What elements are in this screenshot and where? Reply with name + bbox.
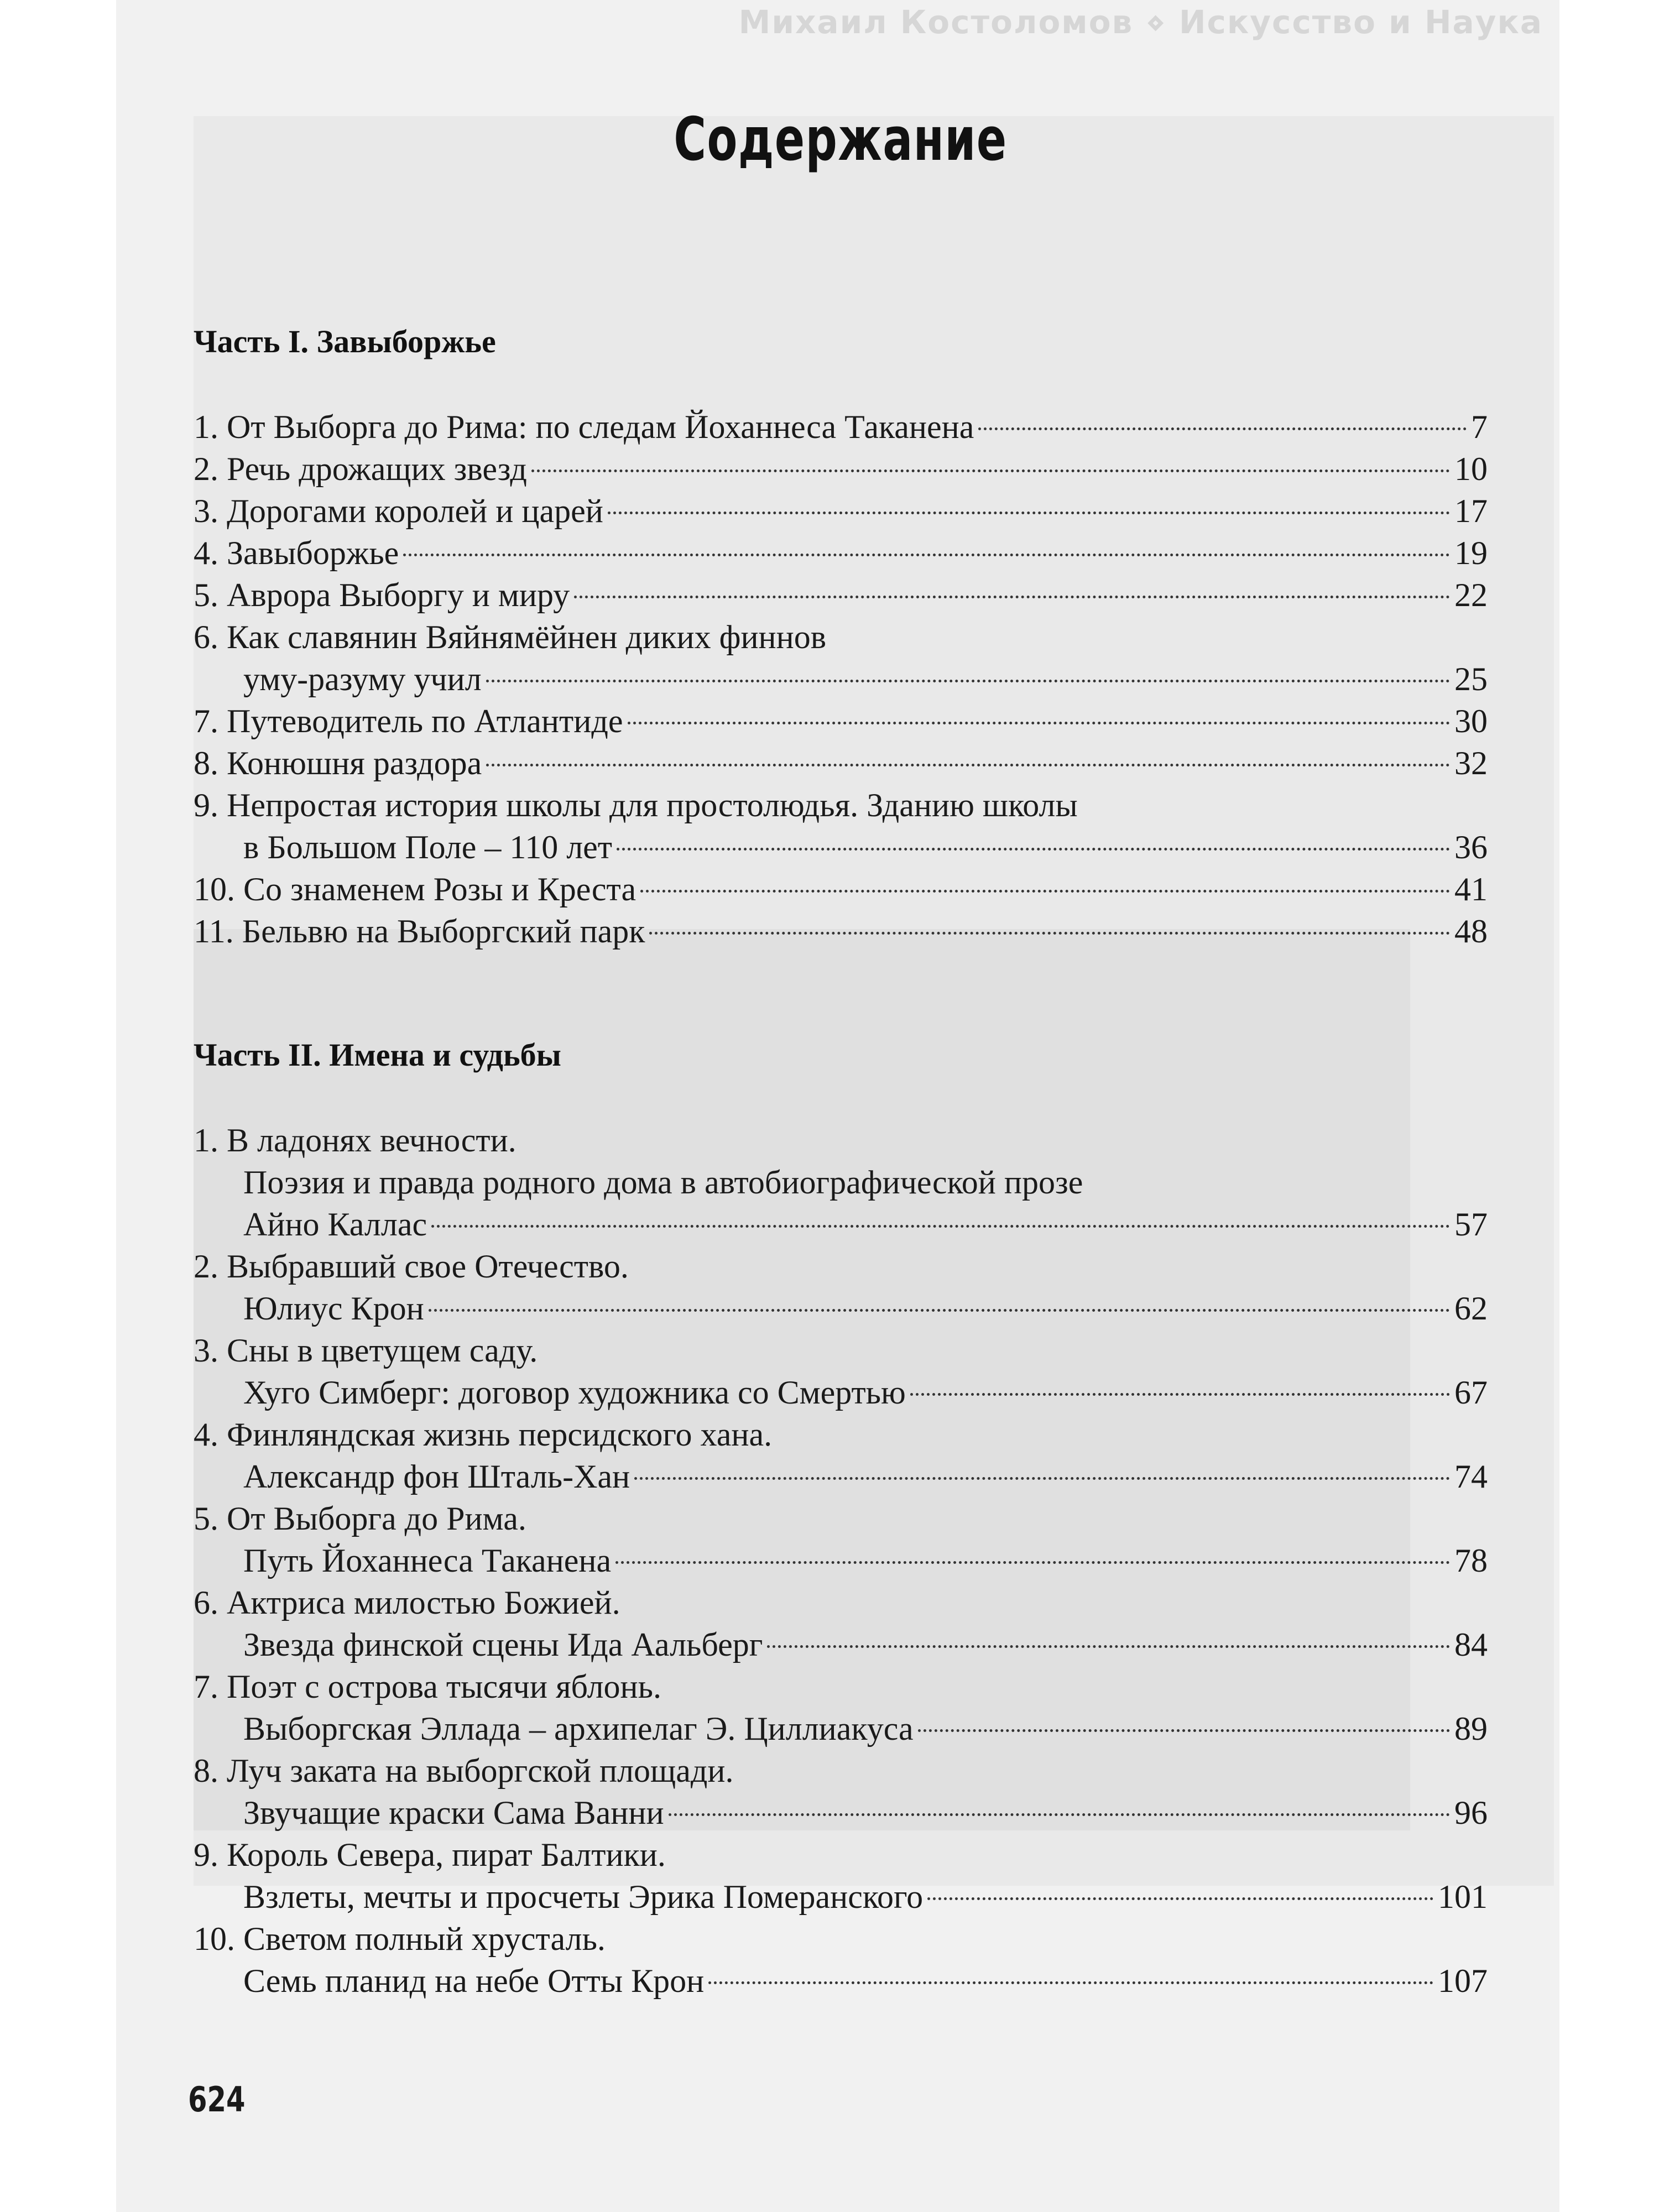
toc-entry-text: 4. Завыборжье bbox=[194, 535, 399, 571]
toc-entry bbox=[194, 406, 1488, 448]
dot-leader bbox=[429, 1309, 1450, 1312]
toc-entry-last-line bbox=[194, 1371, 1488, 1413]
dot-leader bbox=[615, 1561, 1450, 1564]
dot-leader bbox=[431, 1225, 1450, 1228]
toc-page-number: 48 bbox=[1454, 913, 1488, 950]
toc-entry bbox=[194, 1666, 1488, 1750]
toc-entry bbox=[194, 784, 1488, 868]
toc-entry bbox=[194, 490, 1488, 532]
toc-entry-text: 6. Актриса милостью Божией. bbox=[194, 1584, 620, 1621]
toc-entry-line bbox=[194, 1666, 1488, 1708]
toc-entry-last-line bbox=[194, 700, 1488, 742]
toc-entry-line bbox=[194, 784, 1488, 826]
toc-entry-last-line bbox=[194, 868, 1488, 910]
toc-entry-line bbox=[194, 1329, 1488, 1371]
toc-entry-text: 3. Дорогами королей и царей bbox=[194, 493, 603, 529]
toc-entry-text: Звучащие краски Сама Ванни bbox=[243, 1794, 664, 1831]
toc-entry bbox=[194, 868, 1488, 910]
toc-entry bbox=[194, 1750, 1488, 1834]
toc-entry-last-line bbox=[194, 490, 1488, 532]
toc-entry-last-line bbox=[194, 1960, 1488, 2002]
toc-entry bbox=[194, 700, 1488, 742]
toc-entry bbox=[194, 742, 1488, 784]
toc-entry-text: Юлиус Крон bbox=[243, 1290, 424, 1327]
toc-entry-line bbox=[194, 1119, 1488, 1161]
toc-page-number: 10 bbox=[1454, 451, 1488, 487]
toc-entry-text: Поэзия и правда родного дома в автобиографической прозе bbox=[243, 1164, 1083, 1201]
toc-entry-text: 5. От Выборга до Рима. bbox=[194, 1500, 526, 1537]
toc-entry-text: Звезда финской сцены Ида Аальберг bbox=[243, 1626, 763, 1663]
toc-entry bbox=[194, 910, 1488, 952]
toc-entry-text: 7. Путеводитель по Атлантиде bbox=[194, 703, 623, 739]
toc-page-number: 89 bbox=[1454, 1710, 1488, 1747]
toc-entry-line bbox=[194, 1750, 1488, 1792]
toc-entry-text: 3. Сны в цветущем саду. bbox=[194, 1332, 538, 1369]
toc-entry bbox=[194, 616, 1488, 700]
toc-entry-text: Семь планид на небе Отты Крон bbox=[243, 1963, 705, 1999]
toc-entry-text: Айно Каллас bbox=[243, 1206, 427, 1243]
toc-entry-text: 9. Непростая история школы для простолюдья. Зданию школы bbox=[194, 787, 1078, 823]
toc-page-number: 67 bbox=[1454, 1374, 1488, 1411]
dot-leader bbox=[978, 427, 1467, 430]
toc-page-number: 25 bbox=[1454, 661, 1488, 697]
dot-leader bbox=[486, 764, 1450, 766]
toc-entry-text: 6. Как славянин Вяйнямёйнен диких финнов bbox=[194, 619, 827, 655]
toc-page-number: 62 bbox=[1454, 1290, 1488, 1327]
toc-entry-text: в Большом Поле – 110 лет bbox=[243, 829, 613, 865]
dot-leader bbox=[628, 722, 1450, 724]
toc-entry bbox=[194, 532, 1488, 574]
toc-entry-text: уму-разуму учил bbox=[243, 661, 482, 697]
toc-entry-last-line bbox=[194, 1876, 1488, 1918]
toc-page-number: 57 bbox=[1454, 1206, 1488, 1243]
toc-page-number: 74 bbox=[1454, 1458, 1488, 1495]
toc-entry-text: 2. Речь дрожащих звезд bbox=[194, 451, 527, 487]
dot-leader bbox=[634, 1477, 1450, 1480]
toc-entry-line bbox=[194, 1918, 1488, 1960]
part-2-entries bbox=[194, 1119, 1488, 2002]
toc-entry-last-line bbox=[194, 574, 1488, 616]
toc-entry bbox=[194, 1329, 1488, 1413]
dot-leader bbox=[574, 596, 1450, 598]
toc-entry-last-line bbox=[194, 826, 1488, 868]
toc-entry-line bbox=[194, 1161, 1488, 1203]
page-number: 624 bbox=[188, 2079, 246, 2120]
toc-entry-text: Путь Йоханнеса Таканена bbox=[243, 1542, 612, 1579]
dot-leader bbox=[910, 1393, 1450, 1396]
dot-leader bbox=[669, 1813, 1450, 1816]
toc-page-number: 32 bbox=[1454, 745, 1488, 781]
toc-entry-line bbox=[194, 1582, 1488, 1624]
toc-entry-line bbox=[194, 616, 1488, 658]
toc-entry-text: 10. Со знаменем Розы и Креста bbox=[194, 871, 637, 907]
dot-leader bbox=[927, 1897, 1433, 1900]
dot-leader bbox=[531, 469, 1450, 472]
toc-entry-text: 10. Светом полный хрусталь. bbox=[194, 1921, 606, 1957]
toc-entry-line bbox=[194, 1834, 1488, 1876]
toc-entry bbox=[194, 1918, 1488, 2002]
toc-entry-text: Выборгская Эллада – архипелаг Э. Циллиакуса bbox=[243, 1710, 914, 1747]
toc-entry-last-line bbox=[194, 532, 1488, 574]
part-1-title: Часть I. Завыборжье bbox=[194, 324, 496, 359]
toc-entry-text: 11. Бельвю на Выборгский парк bbox=[194, 913, 645, 950]
toc-entry-last-line bbox=[194, 658, 1488, 700]
dot-leader bbox=[640, 890, 1450, 893]
toc-page-number: 36 bbox=[1454, 829, 1488, 865]
toc-page-number: 107 bbox=[1438, 1963, 1488, 1999]
toc-entry-text: 7. Поэт с острова тысячи яблонь. bbox=[194, 1668, 662, 1705]
toc-page-number: 84 bbox=[1454, 1626, 1488, 1663]
dot-leader bbox=[608, 512, 1450, 514]
toc-page-number: 30 bbox=[1454, 703, 1488, 739]
toc-entry-text: 5. Аврора Выборгу и миру bbox=[194, 577, 570, 613]
toc-entry-text: 4. Финляндская жизнь персидского хана. bbox=[194, 1416, 773, 1453]
toc-entry-text: 9. Король Севера, пират Балтики. bbox=[194, 1837, 666, 1873]
toc-entry-line bbox=[194, 1498, 1488, 1540]
toc-entry-text: Взлеты, мечты и просчеты Эрика Померанского bbox=[243, 1879, 924, 1915]
toc-page-number: 22 bbox=[1454, 577, 1488, 613]
toc-entry-last-line bbox=[194, 1624, 1488, 1666]
toc-entry-last-line bbox=[194, 448, 1488, 490]
toc-entry-text: Хуго Симберг: договор художника со Смертью bbox=[243, 1374, 906, 1411]
toc-entry-last-line bbox=[194, 1708, 1488, 1750]
part-1-entries bbox=[194, 406, 1488, 952]
toc-entry-text: 1. От Выборга до Рима: по следам Йоханнеса Таканена bbox=[194, 409, 974, 445]
dot-leader bbox=[649, 932, 1450, 935]
toc-entry bbox=[194, 448, 1488, 490]
toc-entry-last-line bbox=[194, 1203, 1488, 1245]
toc-entry bbox=[194, 1834, 1488, 1918]
toc-entry bbox=[194, 1498, 1488, 1582]
toc-page-number: 41 bbox=[1454, 871, 1488, 907]
toc-page-number: 78 bbox=[1454, 1542, 1488, 1579]
toc-entry-last-line bbox=[194, 1540, 1488, 1582]
toc-entry-last-line bbox=[194, 910, 1488, 952]
dot-leader bbox=[486, 680, 1450, 682]
toc-page-number: 7 bbox=[1471, 409, 1488, 445]
toc-entry-text: 2. Выбравший свое Отечество. bbox=[194, 1248, 629, 1285]
dot-leader bbox=[708, 1981, 1433, 1984]
toc-entry bbox=[194, 574, 1488, 616]
toc-entry-last-line bbox=[194, 1287, 1488, 1329]
page-title: Содержание bbox=[674, 105, 1008, 174]
toc-entry-text: 8. Конюшня раздора bbox=[194, 745, 482, 781]
toc-entry-text: 1. В ладонях вечности. bbox=[194, 1122, 517, 1159]
toc-entry-last-line bbox=[194, 1792, 1488, 1834]
toc-entry-text: 8. Луч заката на выборгской площади. bbox=[194, 1752, 734, 1789]
running-head: Михаил Костоломов ⋄ Искусство и Наука bbox=[738, 3, 1543, 41]
toc-page-number: 19 bbox=[1454, 535, 1488, 571]
book-page bbox=[116, 0, 1559, 2212]
dot-leader bbox=[617, 848, 1450, 851]
toc-entry-text: Александр фон Шталь-Хан bbox=[243, 1458, 630, 1495]
dot-leader bbox=[918, 1729, 1450, 1732]
toc-page-number: 17 bbox=[1454, 493, 1488, 529]
toc-page-number: 101 bbox=[1438, 1879, 1488, 1915]
toc-entry-line bbox=[194, 1245, 1488, 1287]
toc-entry bbox=[194, 1413, 1488, 1498]
dot-leader bbox=[767, 1645, 1450, 1648]
toc-entry-last-line bbox=[194, 1455, 1488, 1498]
toc-entry bbox=[194, 1582, 1488, 1666]
toc-entry-line bbox=[194, 1413, 1488, 1455]
toc-entry-last-line bbox=[194, 742, 1488, 784]
part-2-title: Часть II. Имена и судьбы bbox=[194, 1037, 561, 1073]
toc-entry bbox=[194, 1245, 1488, 1329]
dot-leader bbox=[403, 554, 1450, 556]
toc-entry-last-line bbox=[194, 406, 1488, 448]
toc-entry bbox=[194, 1119, 1488, 1245]
toc-page-number: 96 bbox=[1454, 1794, 1488, 1831]
